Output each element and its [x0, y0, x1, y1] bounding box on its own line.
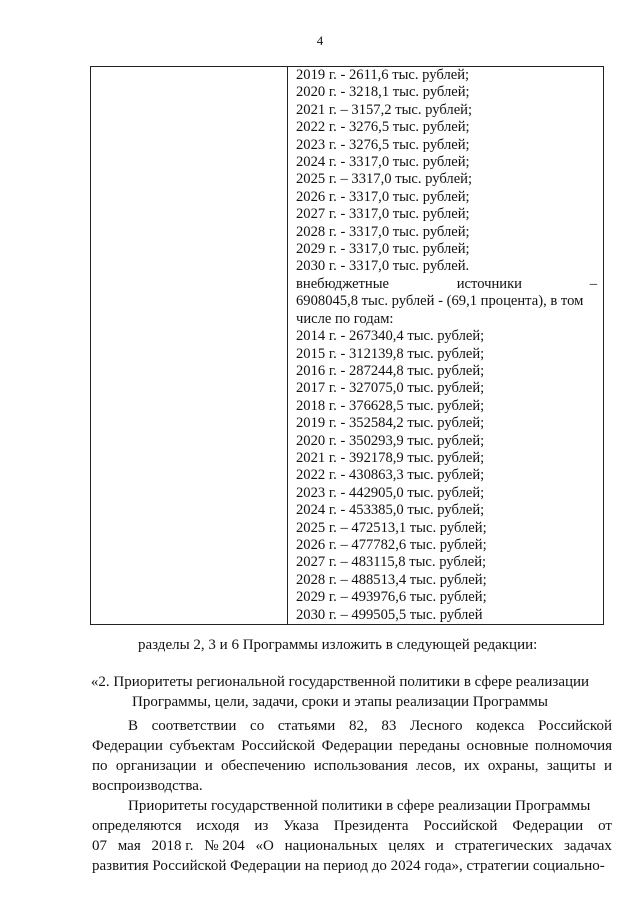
- word: Лесного: [409, 718, 463, 734]
- word: и: [435, 838, 444, 854]
- table-line: 6908045,8 тыс. рублей - (69,1 процента), в том: [296, 293, 584, 310]
- word: определяются: [92, 818, 182, 834]
- word: кодекса: [476, 718, 525, 734]
- table-line: 2014 г. - 267340,4 тыс. рублей;: [296, 328, 485, 345]
- table-line: 2026 г. – 477782,6 тыс. рублей;: [296, 536, 487, 553]
- word: национальных: [284, 838, 378, 854]
- table-line: 2023 г. - 442905,0 тыс. рублей;: [296, 484, 485, 501]
- table-line: 2026 г. - 3317,0 тыс. рублей;: [296, 188, 470, 205]
- word: из: [254, 818, 269, 834]
- table-line: 2024 г. - 3317,0 тыс. рублей;: [296, 154, 470, 171]
- word: внебюджетные: [296, 275, 390, 292]
- table-line: 2028 г. - 3317,0 тыс. рублей;: [296, 223, 470, 240]
- word: статьями: [277, 718, 336, 734]
- table-line: 2021 г. - 392178,9 тыс. рублей;: [296, 449, 485, 466]
- paragraph-2: [92, 796, 612, 876]
- table-line: 2030 г. – 499505,5 тыс. рублей: [296, 606, 483, 623]
- amendment-intro: разделы 2, 3 и 6 Программы изложить в следующей редакции:: [138, 637, 538, 653]
- paragraph-line: развития Российской Федерации на период до 2024 года», стратегии социально-: [92, 858, 605, 874]
- word: Федерации: [512, 818, 584, 834]
- extra-budget-heading: [296, 276, 597, 293]
- table-line: 2019 г. - 2611,6 тыс. рублей;: [296, 67, 470, 83]
- table-line: числе по годам:: [296, 310, 394, 327]
- table-line: 2030 г. - 3317,0 тыс. рублей.: [296, 258, 470, 275]
- word: со: [250, 718, 265, 734]
- table-right-column: [296, 67, 597, 624]
- paragraph-line: [92, 836, 612, 856]
- table-line: 2015 г. - 312139,8 тыс. рублей;: [296, 345, 485, 362]
- table-line: 2025 г. – 472513,1 тыс. рублей;: [296, 519, 487, 536]
- word: стратегических: [454, 838, 554, 854]
- word: мая: [117, 838, 141, 854]
- word: Указа: [283, 818, 319, 834]
- word: 07: [92, 838, 107, 854]
- table-line: 2022 г. - 430863,3 тыс. рублей;: [296, 467, 485, 484]
- table-line: 2024 г. - 453385,0 тыс. рублей;: [296, 502, 485, 519]
- table-line: 2023 г. - 3276,5 тыс. рублей;: [296, 136, 470, 153]
- table-line: 2029 г. – 493976,6 тыс. рублей;: [296, 589, 487, 606]
- table-line: 2021 г. – 3157,2 тыс. рублей;: [296, 101, 473, 118]
- paragraph-line: Приоритеты государственной политики в сфере реализации Программы: [128, 798, 591, 814]
- heading-line: Программы, цели, задачи, сроки и этапы реализации Программы: [131, 694, 548, 710]
- table-line: 2017 г. - 327075,0 тыс. рублей;: [296, 380, 485, 397]
- word: В: [128, 718, 139, 734]
- word: Президента: [333, 818, 409, 834]
- table-line: 2027 г. – 483115,8 тыс. рублей;: [296, 554, 487, 571]
- paragraph-text: Федерации субъектам Российской Федерации переданы основные полномочия по организации и обеспечению использования лесов, их охраны, защиты и воспроизводства.: [92, 738, 612, 794]
- table-line: 2022 г. - 3276,5 тыс. рублей;: [296, 119, 470, 136]
- table-line: 2028 г. – 488513,4 тыс. рублей;: [296, 571, 487, 588]
- word: Российской: [423, 818, 498, 834]
- table-line: 2029 г. - 3317,0 тыс. рублей;: [296, 241, 470, 258]
- table-line: 2016 г. - 287244,8 тыс. рублей;: [296, 362, 485, 379]
- word: № 204: [204, 838, 245, 854]
- table-left-column: [91, 67, 288, 624]
- word: –: [589, 275, 597, 292]
- table-line: 2025 г. – 3317,0 тыс. рублей;: [296, 171, 473, 188]
- word: источники: [456, 275, 522, 292]
- word: Российской: [538, 718, 612, 734]
- heading-line: «2. Приоритеты региональной государственной политики в сфере реализации: [90, 674, 590, 690]
- table-line: 2018 г. - 376628,5 тыс. рублей;: [296, 397, 485, 414]
- word: соответствии: [151, 718, 237, 734]
- paragraph-line: [92, 816, 612, 836]
- table-line: 2027 г. - 3317,0 тыс. рублей;: [296, 206, 470, 223]
- word: от: [598, 818, 612, 834]
- word: «О: [255, 838, 274, 854]
- word: задачах: [563, 838, 612, 854]
- word: 2018 г.: [151, 838, 194, 854]
- table-line: 2020 г. - 350293,9 тыс. рублей;: [296, 432, 485, 449]
- word: исходя: [196, 818, 240, 834]
- paragraph-1: [92, 716, 612, 796]
- word: 83: [381, 718, 397, 734]
- table-line: 2020 г. - 3218,1 тыс. рублей;: [296, 84, 470, 101]
- page-number: 4: [316, 33, 324, 48]
- word: 82,: [348, 718, 368, 734]
- table-line: 2019 г. - 352584,2 тыс. рублей;: [296, 415, 485, 432]
- paragraph-line: [92, 716, 612, 736]
- financing-table: [90, 66, 604, 625]
- word: целях: [388, 838, 425, 854]
- section-heading: [60, 672, 620, 712]
